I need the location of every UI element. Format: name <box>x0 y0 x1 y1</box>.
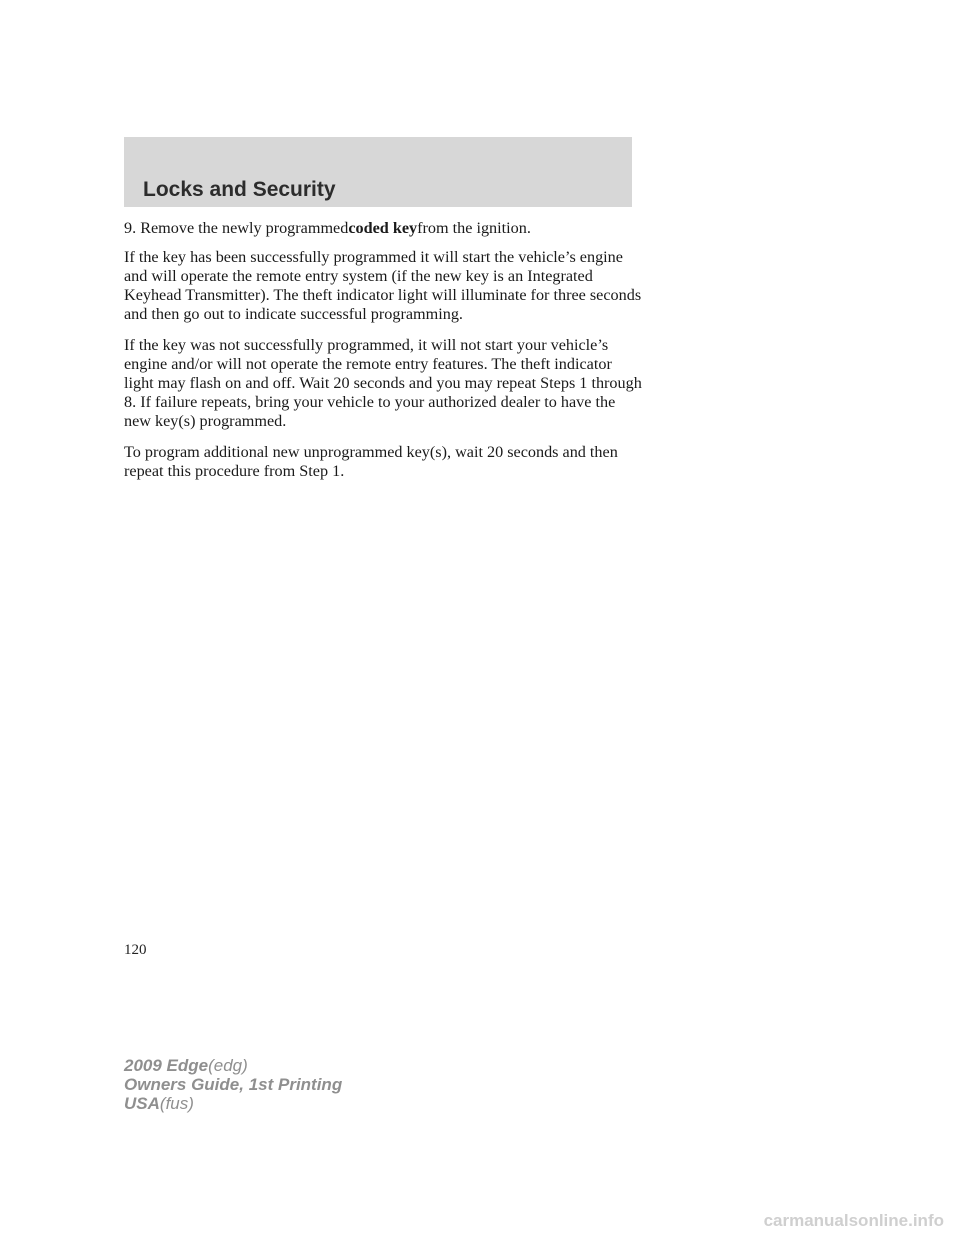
edition-model-code: (edg) <box>208 1056 248 1075</box>
edition-guide: Owners Guide, 1st Printing <box>124 1075 343 1094</box>
success-paragraph: If the key has been successfully programmed it will start the vehicle’s engine and will operate the remote entry system (if the new key is an Integrated Keyhead Transmitter). The theft indicator light will illuminate for three seconds and then go out to indicate successful programming. <box>124 248 642 323</box>
edition-market: USA <box>124 1094 160 1113</box>
edition-market-code: (fus) <box>159 1094 194 1113</box>
section-title: Locks and Security <box>143 178 336 201</box>
page-body <box>124 219 644 493</box>
additional-keys-paragraph: To program additional new unprogrammed key(s), wait 20 seconds and then repeat this procedure from Step 1. <box>124 443 618 480</box>
watermark: carmanualsonline.info <box>763 1211 944 1230</box>
page-number: 120 <box>124 942 147 958</box>
coded-key-term: coded key <box>348 219 418 237</box>
edition-model-line <box>124 1056 342 1075</box>
step-9-suffix: from the ignition. <box>417 219 531 237</box>
failure-paragraph: If the key was not successfully programmed, it will not start your vehicle’s engine and/or will not operate the remote entry features. The theft indicator light may flash on and off. Wait 20 seconds and you may repeat Steps 1 through 8. If failure repeats, bring your vehicle to your authorized dealer to have the new key(s) programmed. <box>124 336 642 430</box>
step-9-paragraph <box>124 219 644 238</box>
section-header <box>124 137 632 207</box>
edition-model: 2009 Edge <box>124 1056 209 1075</box>
edition-market-line <box>124 1094 342 1113</box>
step-9-prefix: 9. Remove the newly programmed <box>124 219 349 237</box>
edition-info <box>124 1056 342 1113</box>
